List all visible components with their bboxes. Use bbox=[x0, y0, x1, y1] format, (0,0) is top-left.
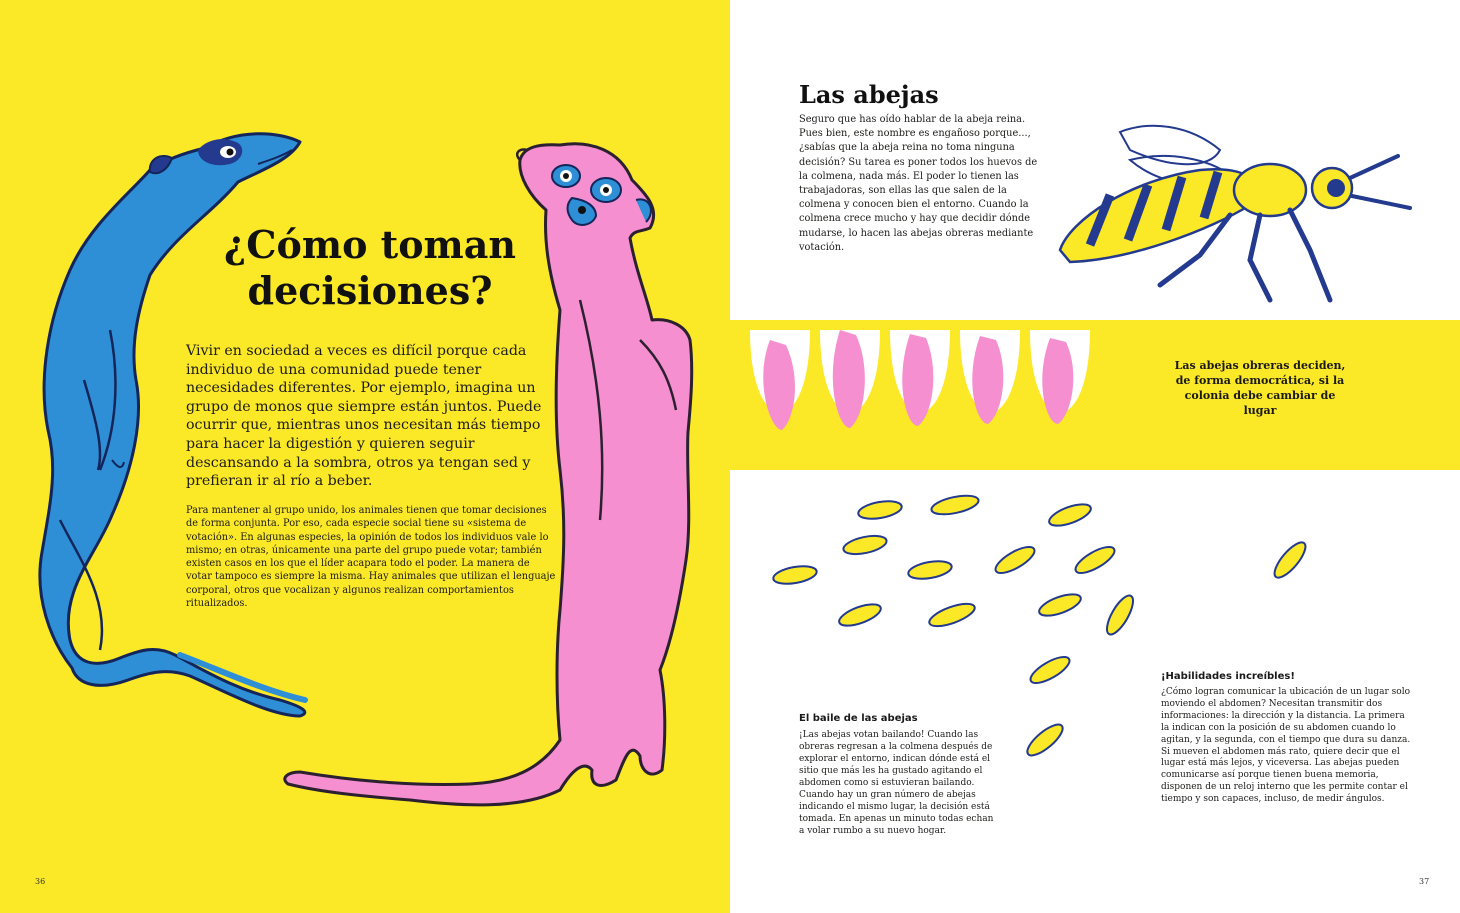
page-number-right: 37 bbox=[1419, 877, 1430, 886]
right-page bbox=[730, 0, 1460, 913]
intro-paragraph: Vivir en sociedad a veces es difícil porque cada individuo de una comunidad puede tener necesidades diferentes. Por ejemplo, imagina un grupo de monos que siempre están juntos. Puede ocurrir que, mientras unos necesitan más tiempo para hacer la digestión y quieren seguir descansando a la sombra, otros ya tengan sed y prefieran ir al río a beber. bbox=[186, 343, 542, 490]
dance-heading: El baile de las abejas bbox=[799, 713, 918, 724]
body-paragraph: Para mantener al grupo unido, los animales tienen que tomar decisiones de forma conjunta. Por eso, cada especie social tiene su «sistema de votación». En algunas especies, la opinión de todos los individuos vale lo mismo; en otras, únicamente una parte del grupo puede votar; también existen casos en los que el líder acapara todo el poder. La manera de votar tampoco es siempre la misma. Hay animales que utilizan el lenguaje corporal, otros que vocalizan y algunos realizan comportamientos ritualizados. bbox=[186, 505, 556, 610]
callout-text: Las abejas obreras deciden, de forma democrática, si la colonia debe cambiar de lugar bbox=[1174, 359, 1346, 417]
skills-heading: ¡Habilidades increíbles! bbox=[1161, 671, 1295, 682]
bees-intro-paragraph: Seguro que has oído hablar de la abeja reina. Pues bien, este nombre es engañoso porque..., ¿sabías que la abeja reina no toma ninguna decisión? Su tarea es poner todos los huevos de la colmena, nada más. El poder lo tienen las trabajadoras, son ellas las que salen de la colmena y conocen bien el entorno. Cuando la colmena crece mucho y hay que decidir dónde mudarse, lo hacen las abejas obreras mediante votación. bbox=[799, 114, 1038, 253]
honeycomb-illustration bbox=[730, 320, 1460, 470]
page-title: ¿Cómo toman decisiones? bbox=[224, 222, 516, 313]
section-title: Las abejas bbox=[799, 80, 939, 109]
dance-paragraph: ¡Las abejas votan bailando! Cuando las obreras regresan a la colmena después de explorar el entorno, indican dónde está el sitio que más les ha gustado agitando el abdomen como si estuvieran bailando. Cuando hay un gran número de abejas indicando el mismo lugar, la decisión está tomada. En apenas un minuto todas echan a volar rumbo a su nuevo hogar. bbox=[799, 730, 994, 836]
page-number-left: 36 bbox=[35, 877, 46, 886]
big-bee-illustration bbox=[1060, 126, 1410, 300]
skills-paragraph: ¿Cómo logran comunicar la ubicación de un lugar solo moviendo el abdomen? Necesitan transmitir dos informaciones: la dirección y la distancia. La primera la indican con la posición de su abdomen cuando lo agitan, y la segunda, con el tiempo que dura su danza. Si mueven el abdomen más rato, quiere decir que el lugar está más lejos, y viceversa. Las abejas pueden comunicarse así porque tienen buena memoria, disponen de un reloj interno que les permite contar el tiempo y son capaces, incluso, de medir ángulos. bbox=[1161, 687, 1411, 805]
